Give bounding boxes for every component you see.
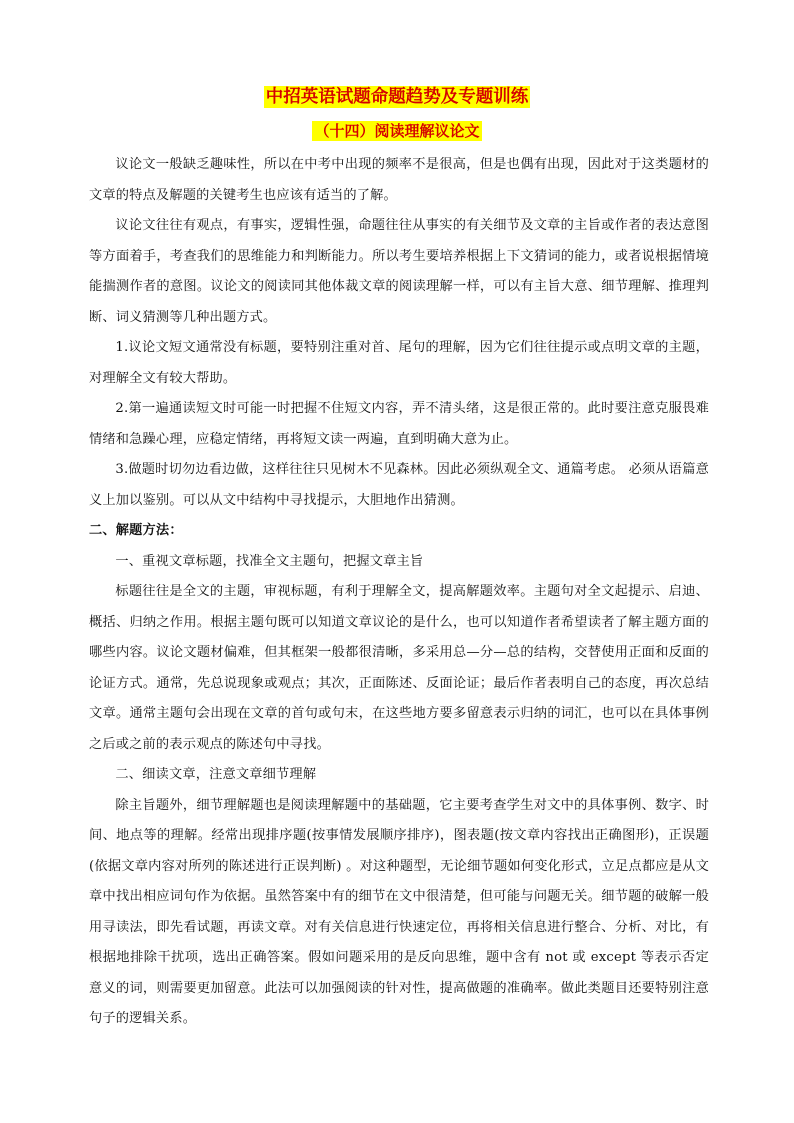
page-title: 中招英语试题命题趋势及专题训练 xyxy=(265,87,529,107)
method1-text: 标题往往是全文的主题，审视标题，有利于理解全文，提高解题效率。主题句对全文起提示、启迪、概括、归纳之作用。根据主题句既可以知道文章议论的是什么，也可以知道作者希望读者了解主题方面的哪些内容。议论文题材偏难，但其框架一般都很清晰，多采用总—分—总的结构，交替使用正面和反面的论证方式。通常，先总说现象或观点；其次，正面陈述、反面论证；最后作者表明自己的态度，再次总结文章。通常主题句会出现在文章的首句或句末，在这些地方要多留意表示归纳的词汇，也可以在具体事例之后或之前的表示观点的陈述句中寻找。 xyxy=(89,584,709,752)
subtitle-block xyxy=(0,121,794,141)
overview-paragraph: 议论文往往有观点，有事实，逻辑性强，命题往往从事实的有关细节及文章的主旨或作者的表达意图等方面着手，考查我们的思维能力和判断能力。所以考生要培养根据上下文猜词的能力，或者说根据情境能揣测作者的意图。议论文的阅读同其他体裁文章的阅读理解一样，可以有主旨大意、细节理解、推理判断、词义猜测等几种出题方式。 xyxy=(89,218,709,325)
document-body xyxy=(89,150,709,1035)
section-heading: 二、解题方法： xyxy=(89,523,183,538)
method2-text: 除主旨题外，细节理解题也是阅读理解题中的基础题，它主要考查学生对文中的具体事例、数字、时间、地点等的理解。经常出现排序题(按事情发展顺序排序)，图表题(按文章内容找出正确图形)，正误题(依据文章内容对所列的陈述进行正误判断) 。对这种题型，无论细节题如何变化形式，立足点都应是从文章中找出相应词句作为依据。虽然答案中有的细节在文中很清楚，但可能与问题无关。细节题的破解一般用寻读法，即先看试题，再读文章。对有关信息进行快速定位，再将相关信息进行整合、分析、对比，有根据地排除干扰项，选出正确答案。假如问题采用的是反向思维，题中含有 not 或 except 等表示否定意义的词，则需要更加留意。此法可以加强阅读的针对性，提高做题的准确率。做此类题目还要特别注意句子的逻辑关系。 xyxy=(89,797,709,1026)
method1-heading: 一、重视文章标题，找准全文主题句，把握文章主旨 xyxy=(115,553,424,569)
page-subtitle: （十四）阅读理解议论文 xyxy=(314,122,480,140)
tip-paragraph-3: 3.做题时切勿边看边做，这样往往只见树木不见森林。因此必须纵观全文、通篇考虑。 必须从语篇意义上加以鉴别。可以从文中结构中寻找提示，大胆地作出猜测。 xyxy=(89,462,709,508)
method2-heading: 二、细读文章，注意文章细节理解 xyxy=(115,767,317,782)
title-block xyxy=(0,86,794,108)
tip-paragraph-1: 1.议论文短文通常没有标题，要特别注重对首、尾句的理解，因为它们往往提示或点明文章的主题，对理解全文有较大帮助。 xyxy=(89,340,709,386)
intro-paragraph: 议论文一般缺乏趣味性，所以在中考中出现的频率不是很高，但是也偶有出现，因此对于这类题材的文章的特点及解题的关键考生也应该有适当的了解。 xyxy=(89,157,709,203)
tip-paragraph-2: 2.第一遍通读短文时可能一时把握不住短文内容，弄不清头绪，这是很正常的。此时要注意克服畏难情绪和急躁心理，应稳定情绪，再将短文读一两遍，直到明确大意为止。 xyxy=(89,401,709,447)
